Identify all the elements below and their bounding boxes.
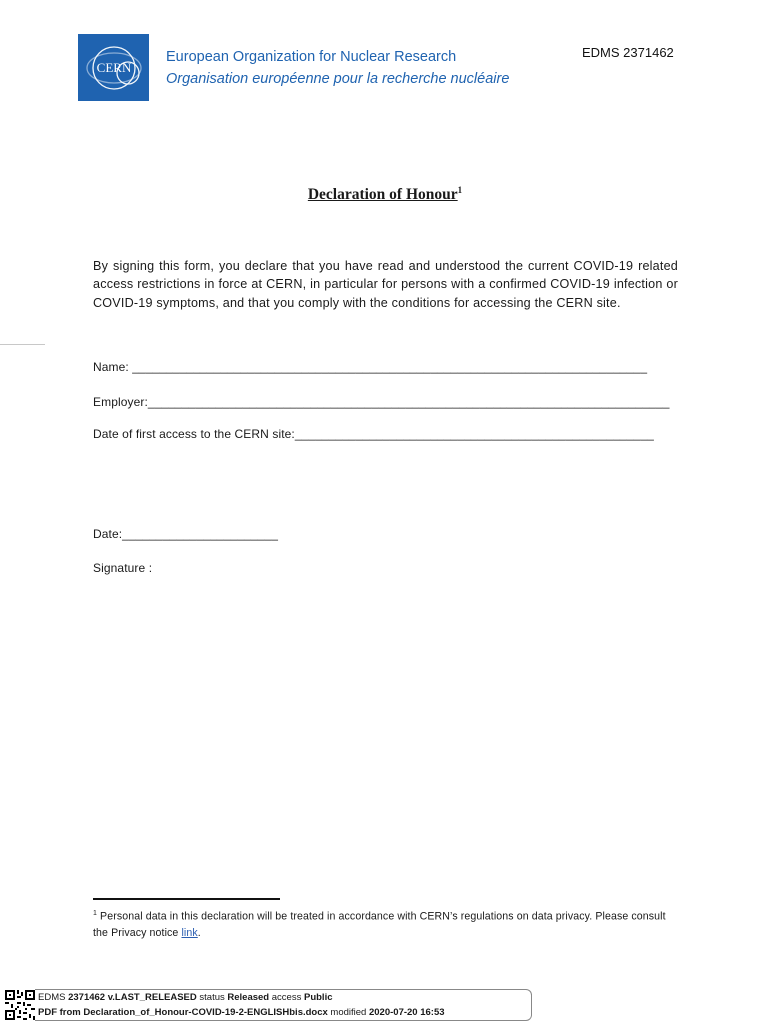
footnote-mark: 1	[93, 910, 97, 917]
stamp-label-modified: modified	[327, 1007, 369, 1018]
org-name-fr: Organisation européenne pour la recherche nucléaire	[166, 71, 510, 87]
stamp-edms-version: 2371462 v.LAST_RELEASED	[68, 992, 197, 1003]
name-field[interactable]: Name: ____________________________________________________________________________	[93, 360, 648, 374]
stamp-status: Released	[227, 992, 270, 1003]
footnote-text: Personal data in this declaration will be treated in accordance with CERN’s regulations on data privacy. Please consult the Privacy notice	[93, 910, 666, 939]
document-title	[0, 185, 770, 204]
edms-stamp	[35, 989, 532, 1021]
title-footnote-mark: 1	[457, 185, 463, 195]
intro-paragraph: By signing this form, you declare that you have read and understood the current COVID-19 related access restrictions in force at CERN, in particular for persons with a confirmed COVID-19 infection or COVID-19 symptoms, and that you comply with the conditions for accessing the CERN site.	[93, 259, 678, 310]
footnote-tail: .	[197, 926, 201, 939]
stamp-label-edms: EDMS	[38, 992, 69, 1003]
footnote	[93, 906, 683, 941]
title-text: Declaration of Honour	[307, 186, 458, 204]
privacy-notice-link[interactable]: link	[181, 926, 198, 939]
org-name-en: European Organization for Nuclear Research	[166, 49, 457, 65]
cern-logo	[78, 34, 149, 101]
margin-mark	[0, 344, 45, 345]
stamp-modified-date: 2020-07-20 16:53	[368, 1007, 445, 1018]
footnote-separator	[93, 898, 280, 900]
stamp-source-file: PDF from Declaration_of_Honour-COVID-19-2-ENGLISHbis.docx	[38, 1007, 328, 1018]
signature-field[interactable]: Signature :	[93, 561, 153, 575]
stamp-label-access: access	[269, 992, 304, 1003]
first-access-date-field[interactable]: Date of first access to the CERN site:_____________________________________________________	[93, 427, 654, 441]
cern-logo-icon	[84, 40, 144, 96]
employer-field[interactable]: Employer:_____________________________________________________________________________	[93, 395, 670, 409]
stamp-access: Public	[303, 992, 333, 1003]
qr-code-icon	[5, 990, 35, 1020]
edms-reference: EDMS 2371462	[582, 45, 674, 60]
stamp-line-1	[38, 990, 531, 1005]
stamp-line-2	[38, 1005, 531, 1020]
date-field[interactable]: Date:_______________________	[93, 527, 278, 541]
cern-logo-text: CERN	[96, 59, 131, 75]
stamp-label-status: status	[196, 992, 228, 1003]
